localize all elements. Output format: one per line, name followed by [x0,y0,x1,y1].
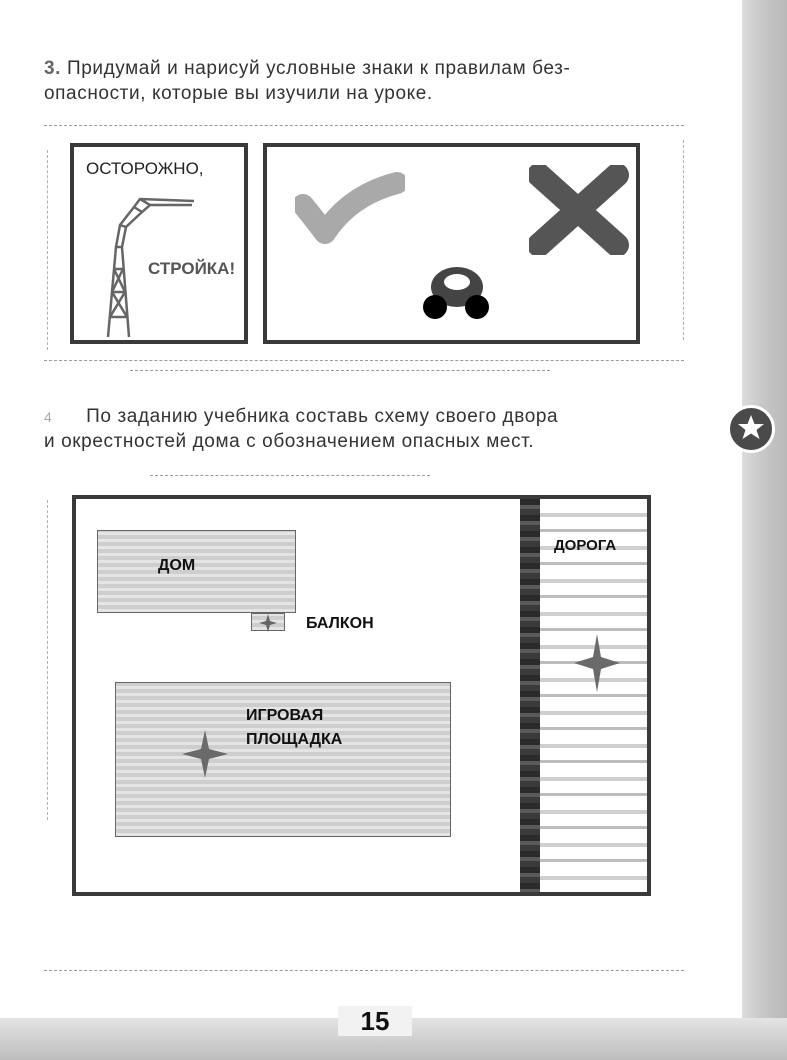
road-label: ДОРОГА [554,537,617,554]
house-label: ДОМ [158,557,196,574]
danger-star-icon [572,633,622,693]
divider-middle-2 [130,370,550,371]
task4-text-line1: По заданию учебника составь схему своего двора [86,406,559,427]
divider-bottom [44,970,684,971]
divider-top [44,125,684,126]
danger-star-icon [258,613,278,633]
house-block [97,530,296,613]
divider-task4 [150,475,430,476]
car-icon [417,257,497,327]
yard-map [72,495,651,896]
danger-star-icon [180,729,230,779]
task4-line1 [44,404,682,430]
sign-caution-top: ОСТОРОЖНО, [86,159,204,178]
sign-caution-bottom: СТРОЙКА! [148,259,236,278]
page-number: 15 [338,1006,412,1036]
task4-text-line2: и окрестностей дома с обозначением опасных мест. [44,431,535,452]
task4-number: 4 [44,409,53,425]
margin-line-left-1 [47,150,48,350]
playground-block [115,682,451,837]
task3-text-line1: Придумай и нарисуй условные знаки к правилам без- [66,58,571,79]
divider-middle-1 [44,360,684,361]
task3-text-line2: опасности, которые вы изучили на уроке. [44,83,433,104]
star-badge-icon [727,405,775,453]
playground-label-line1: ИГРОВАЯ [246,707,324,724]
check-mark-icon [295,165,405,245]
sign-construction-box [70,143,248,344]
task3-line1 [44,56,680,81]
task3-number: 3. [44,58,62,79]
balcony-label: БАЛКОН [306,615,374,632]
playground-label-line2: ПЛОЩАДКА [246,731,343,748]
road-curb [520,499,540,892]
sign-symbols-box [263,143,640,344]
margin-line-right-1 [683,140,684,340]
road-area [540,499,647,892]
balcony-block [251,613,285,631]
margin-line-left-2 [47,500,48,820]
cross-mark-icon [529,165,629,255]
crane-drawing [74,147,244,340]
page-edge-right [742,0,787,1060]
